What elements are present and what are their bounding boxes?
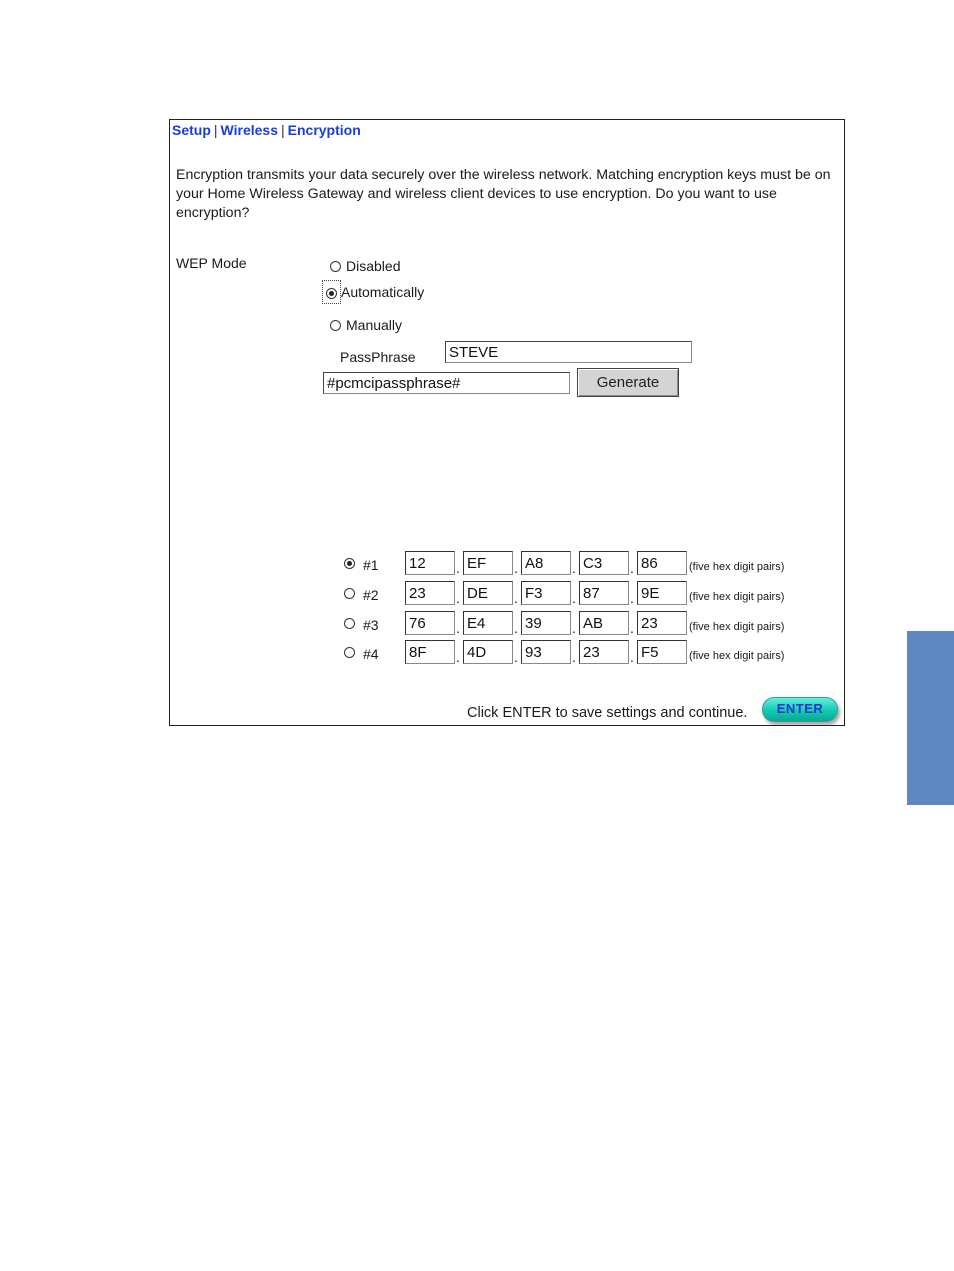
dot-separator: . xyxy=(630,590,634,606)
dot-separator: . xyxy=(456,620,460,636)
key-radio-4[interactable] xyxy=(344,647,355,658)
dot-separator: . xyxy=(630,560,634,576)
radio-manually[interactable] xyxy=(330,320,341,331)
key-2-hex-5[interactable] xyxy=(637,581,687,605)
key-4-hex-2[interactable] xyxy=(463,640,513,664)
dot-separator: . xyxy=(572,590,576,606)
passphrase-input[interactable] xyxy=(445,341,692,363)
dot-separator: . xyxy=(514,590,518,606)
radio-automatically[interactable] xyxy=(326,288,337,299)
intro-text: Encryption transmits your data securely over the wireless network. Matching encryption keys must be on your Home Wireless Gateway and wireless client devices to use encryption. Do you want to use encryption? xyxy=(176,167,831,221)
key-1-hex-1[interactable] xyxy=(405,551,455,575)
key-3-hex-5[interactable] xyxy=(637,611,687,635)
passphrase-label: PassPhrase xyxy=(340,349,416,365)
breadcrumb-separator: | xyxy=(213,122,218,138)
radio-disabled[interactable] xyxy=(330,261,341,272)
wep-option-automatically-label: Automatically xyxy=(341,284,425,300)
wep-option-disabled[interactable] xyxy=(330,257,400,274)
breadcrumb-encryption-link[interactable]: Encryption xyxy=(287,122,361,138)
key-4-hex-4[interactable] xyxy=(579,640,629,664)
encryption-panel xyxy=(169,119,845,726)
breadcrumb xyxy=(172,122,361,138)
dot-separator: . xyxy=(572,560,576,576)
key-label-3: #3 xyxy=(363,617,379,633)
wep-option-disabled-label: Disabled xyxy=(346,258,401,275)
breadcrumb-separator: | xyxy=(281,122,285,138)
key-3-hex-4[interactable] xyxy=(579,611,629,635)
dot-separator: . xyxy=(456,560,460,576)
key-4-hex-3[interactable] xyxy=(521,640,571,664)
key-2-hex-3[interactable] xyxy=(521,581,571,605)
hex-hint: (five hex digit pairs) xyxy=(689,650,785,662)
generate-button[interactable]: Generate xyxy=(577,368,679,397)
hex-hint: (five hex digit pairs) xyxy=(689,561,785,573)
dot-separator: . xyxy=(514,620,518,636)
save-instruction-text: Click ENTER to save settings and continue. xyxy=(467,705,748,721)
dot-separator: . xyxy=(630,620,634,636)
focus-outline xyxy=(322,280,341,304)
side-tab-marker xyxy=(907,631,954,805)
hex-hint: (five hex digit pairs) xyxy=(689,591,785,603)
key-label-2: #2 xyxy=(363,587,379,603)
generated-passphrase-input[interactable] xyxy=(323,372,570,394)
key-radio-3[interactable] xyxy=(344,618,355,629)
dot-separator: . xyxy=(572,649,576,665)
key-radio-2[interactable] xyxy=(344,588,355,599)
key-1-hex-5[interactable] xyxy=(637,551,687,575)
key-3-hex-1[interactable] xyxy=(405,611,455,635)
key-4-hex-5[interactable] xyxy=(637,640,687,664)
wep-mode-label: WEP Mode xyxy=(176,255,247,271)
key-4-hex-1[interactable] xyxy=(405,640,455,664)
key-3-hex-3[interactable] xyxy=(521,611,571,635)
wep-option-manually-label: Manually xyxy=(346,317,403,334)
breadcrumb-setup-link[interactable]: Setup xyxy=(172,122,211,138)
dot-separator: . xyxy=(514,649,518,665)
dot-separator: . xyxy=(630,649,634,665)
wep-option-manually[interactable] xyxy=(330,316,402,333)
dot-separator: . xyxy=(572,620,576,636)
dot-separator: . xyxy=(456,649,460,665)
dot-separator: . xyxy=(514,560,518,576)
key-label-4: #4 xyxy=(363,646,379,662)
key-2-hex-2[interactable] xyxy=(463,581,513,605)
key-label-1: #1 xyxy=(363,557,379,573)
key-1-hex-3[interactable] xyxy=(521,551,571,575)
key-2-hex-1[interactable] xyxy=(405,581,455,605)
key-radio-1[interactable] xyxy=(344,558,355,569)
key-2-hex-4[interactable] xyxy=(579,581,629,605)
wep-option-automatically[interactable] xyxy=(322,280,424,304)
breadcrumb-wireless-link[interactable]: Wireless xyxy=(220,122,278,138)
dot-separator: . xyxy=(456,590,460,606)
hex-hint: (five hex digit pairs) xyxy=(689,621,785,633)
key-1-hex-2[interactable] xyxy=(463,551,513,575)
key-3-hex-2[interactable] xyxy=(463,611,513,635)
enter-button[interactable]: ENTER xyxy=(762,697,838,722)
key-1-hex-4[interactable] xyxy=(579,551,629,575)
